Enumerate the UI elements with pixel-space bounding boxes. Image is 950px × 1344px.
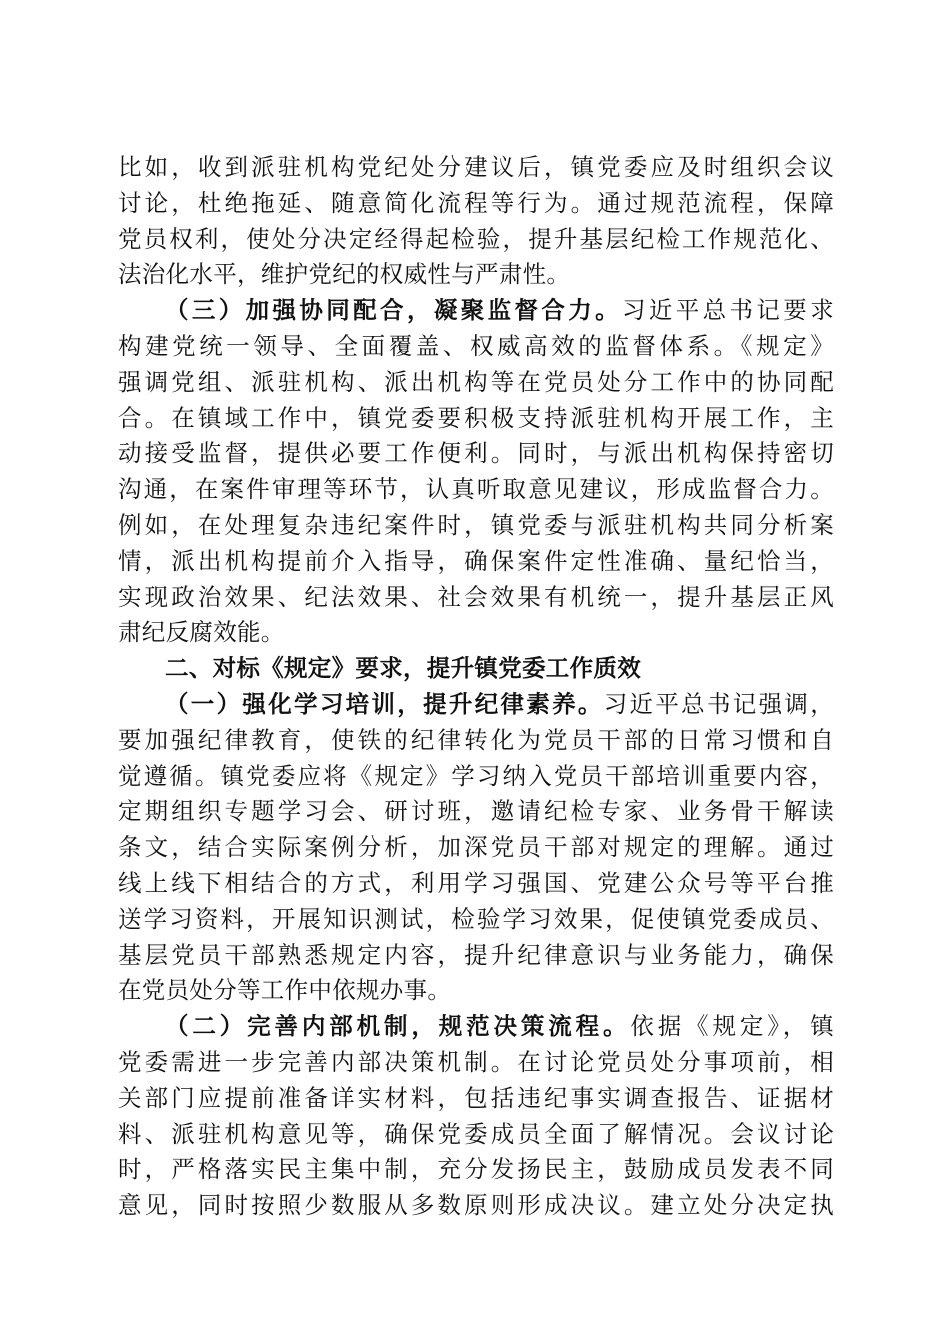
- text-line: 时，严格落实民主集中制，充分发扬民主，鼓励成员发表不同: [118, 1155, 834, 1184]
- paragraph-text: 习近平总书记要求: [622, 296, 834, 325]
- document-page: [118, 150, 834, 1224]
- text-line: 要加强纪律教育，使铁的纪律转化为党员干部的日常习惯和自: [118, 725, 834, 754]
- text-line: 沟通，在案件审理等环节，认真听取意见建议，形成监督合力。: [118, 475, 834, 504]
- text-line: 送学习资料，开展知识测试，检验学习效果，促使镇党委成员、: [118, 904, 834, 933]
- paragraph-text: 依据《规定》，镇: [630, 1012, 834, 1041]
- text-line: 基层党员干部熟悉规定内容，提升纪律意识与业务能力，确保: [118, 940, 834, 969]
- text-line: 例如，在处理复杂违纪案件时，镇党委与派驻机构共同分析案: [118, 510, 834, 539]
- text-line: 肃纪反腐效能。: [118, 618, 285, 647]
- text-line: 党员权利，使处分决定经得起检验，提升基层纪检工作规范化、: [118, 224, 834, 253]
- paragraph-first-line: [118, 687, 834, 723]
- paragraph-title: （一）强化学习培训，提升纪律素养。: [165, 689, 604, 718]
- text-line: 强调党组、派驻机构、派出机构等在党员处分工作中的协同配: [118, 367, 834, 396]
- text-line: 觉遵循。镇党委应将《规定》学习纳入党员干部培训重要内容，: [118, 761, 834, 790]
- text-line: 比如，收到派驻机构党纪处分建议后，镇党委应及时组织会议: [118, 153, 834, 181]
- text-line: 情，派出机构提前介入指导，确保案件定性准确、量纪恰当，: [118, 546, 834, 575]
- paragraph-title: （三）加强协同配合，凝聚监督合力。: [165, 296, 623, 325]
- text-line: 意见，同时按照少数服从多数原则形成决议。建立处分决定执: [118, 1191, 834, 1220]
- text-line: 党委需进一步完善内部决策机制。在讨论党员处分事项前，相: [118, 1047, 834, 1076]
- paragraph-first-line: [118, 293, 834, 329]
- text-line: 料、派驻机构意见等，确保党委成员全面了解情况。会议讨论: [118, 1119, 834, 1148]
- paragraph-first-line: [118, 1009, 834, 1045]
- text-line: 在党员处分等工作中依规办事。: [118, 976, 452, 1005]
- text-line: 实现政治效果、纪法效果、社会效果有机统一，提升基层正风: [118, 582, 834, 611]
- text-line: 合。在镇域工作中，镇党委要积极支持派驻机构开展工作，主: [118, 403, 834, 432]
- text-line: 线上线下相结合的方式，利用学习强国、党建公众号等平台推: [118, 868, 834, 897]
- paragraph-title: （二）完善内部机制，规范决策流程。: [165, 1012, 631, 1041]
- text-line: 关部门应提前准备详实材料，包括违纪事实调查报告、证据材: [118, 1083, 834, 1112]
- paragraph-text: 习近平总书记强调，: [603, 689, 834, 718]
- text-line: 条文，结合实际案例分析，加深党员干部对规定的理解。通过: [118, 833, 834, 862]
- text-line: 定期组织专题学习会、研讨班，邀请纪检专家、业务骨干解读: [118, 797, 834, 826]
- text-line: 讨论，杜绝拖延、随意简化流程等行为。通过规范流程，保障: [118, 188, 834, 217]
- text-line: 构建党统一领导、全面覆盖、权威高效的监督体系。《规定》: [118, 331, 834, 360]
- section-heading: 二、对标《规定》要求，提升镇党委工作质效: [165, 654, 641, 683]
- text-line: 动接受监督，提供必要工作便利。同时，与派出机构保持密切: [118, 439, 834, 468]
- text-line: 法治化水平，维护党纪的权威性与严肃性。: [118, 260, 571, 289]
